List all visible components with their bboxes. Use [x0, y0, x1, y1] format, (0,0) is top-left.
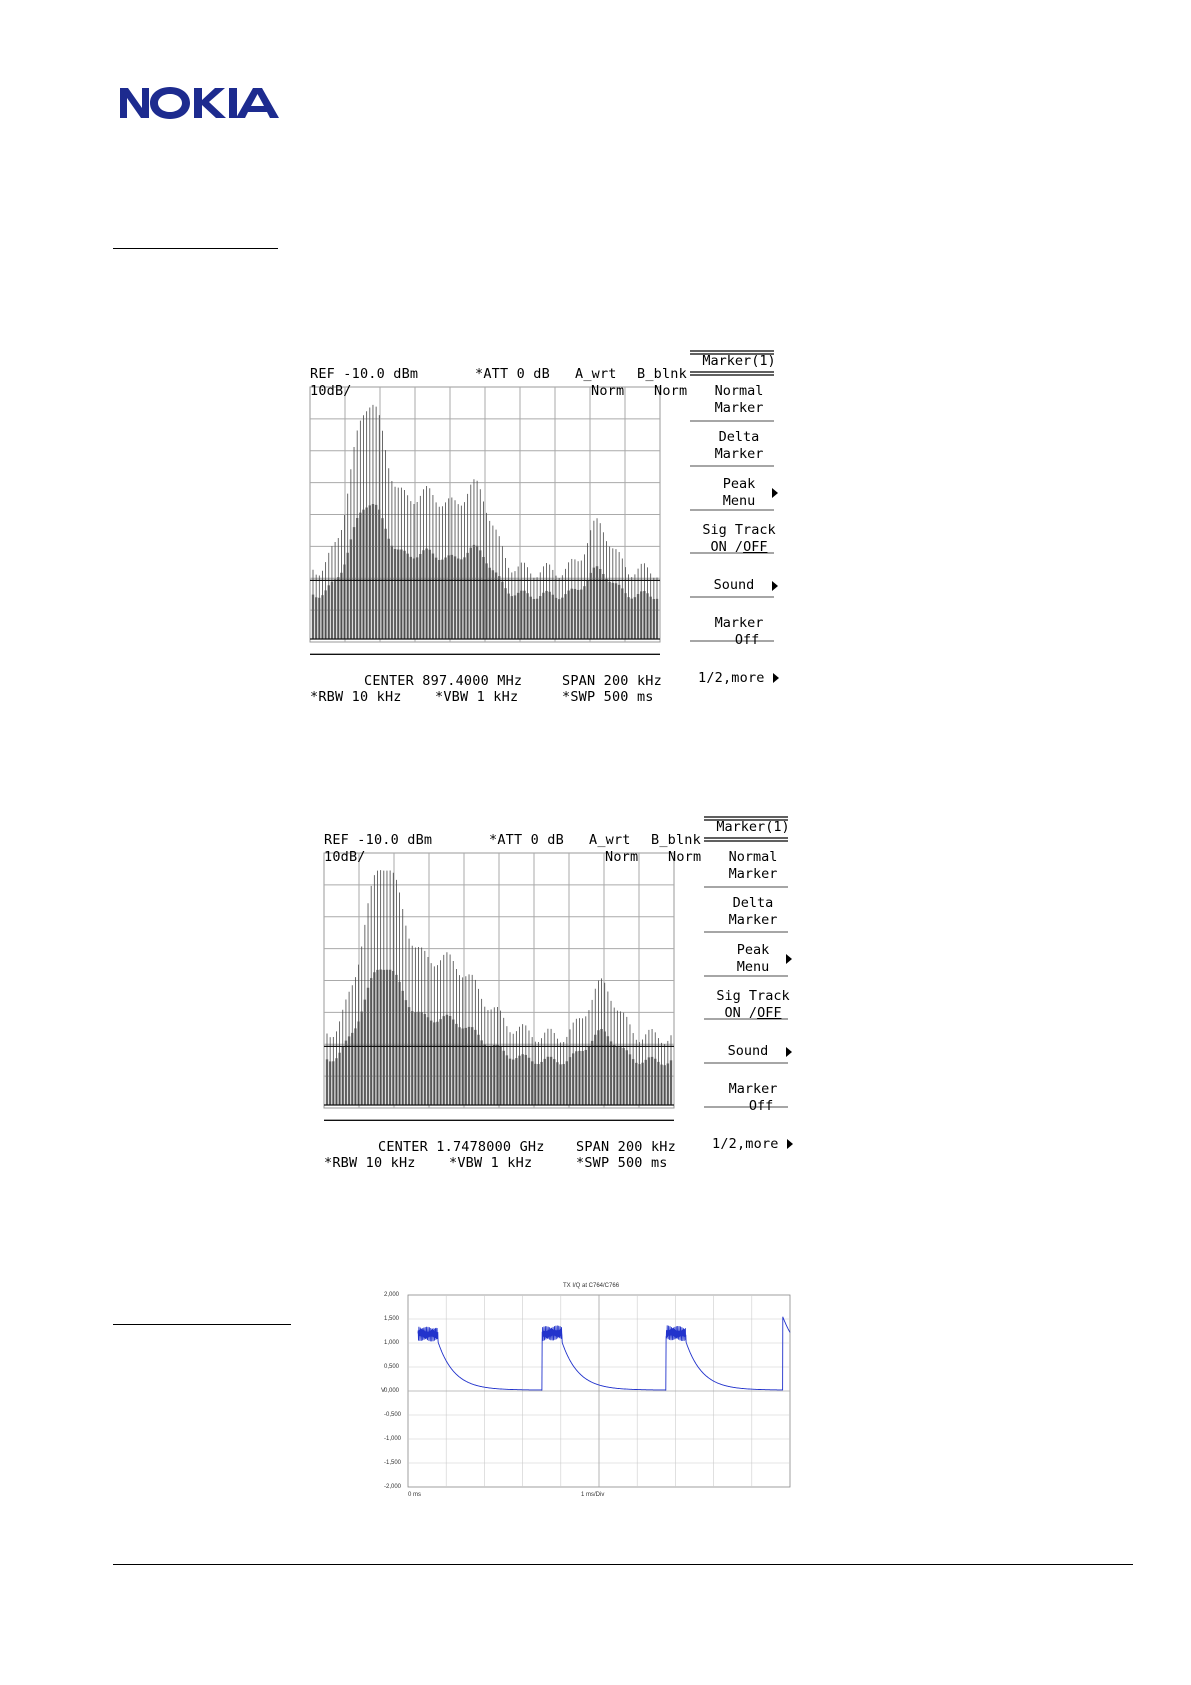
- normal-marker-button[interactable]: Normal Marker: [728, 849, 778, 882]
- scope-y-tick: -0,500: [384, 1412, 402, 1418]
- delta-marker-button[interactable]: Delta Marker: [728, 895, 778, 928]
- sig-track-on: ON /: [710, 539, 744, 555]
- sig-track-label: Sig Track: [716, 988, 790, 1004]
- peak-menu-button[interactable]: Peak Menu: [736, 942, 770, 975]
- peak-menu-arrow-icon: [786, 954, 792, 964]
- more-softkey[interactable]: 1/2,more: [712, 1136, 779, 1152]
- sound-button[interactable]: Sound: [713, 577, 755, 593]
- center-frequency: CENTER 1.7478000 GHz: [378, 1139, 545, 1155]
- sig-track-on: ON /: [724, 1005, 758, 1021]
- scope-x-start: 0 ms: [408, 1492, 422, 1498]
- spectrum-analyzer-screen-2: [321, 816, 811, 1181]
- peak-menu-arrow-icon: [772, 488, 778, 498]
- scope-y-tick: 1,500: [384, 1316, 400, 1322]
- sig-track-off: OFF: [743, 539, 768, 555]
- span: SPAN 200 kHz: [562, 673, 662, 689]
- ref-level: REF -10.0 dBm: [310, 366, 419, 382]
- scope-y-tick: 1,000: [384, 1340, 400, 1346]
- heading-rule-1: [113, 248, 278, 249]
- normal-marker-button[interactable]: Normal Marker: [714, 383, 764, 416]
- marker-off-button[interactable]: Marker Off: [714, 615, 764, 648]
- peak-menu-button[interactable]: Peak Menu: [722, 476, 756, 509]
- logo-letter: [150, 87, 190, 119]
- scope-y-tick: 2,000: [384, 1292, 400, 1298]
- nokia-logo: [118, 86, 288, 120]
- heading-rule-2: [113, 1324, 291, 1325]
- sound-arrow-icon: [786, 1047, 792, 1057]
- marker-off-button[interactable]: Marker Off: [728, 1081, 778, 1114]
- scope-title: TX I/Q at C764/C766: [563, 1283, 620, 1289]
- trace-b: B_blnk: [651, 832, 701, 848]
- vbw: *VBW 1 kHz: [449, 1155, 533, 1171]
- scope-y-tick: 0,500: [384, 1364, 400, 1370]
- rbw: *RBW 10 kHz: [310, 689, 402, 705]
- vbw: *VBW 1 kHz: [435, 689, 519, 705]
- scope-y-tick: -1,000: [384, 1436, 402, 1442]
- sound-button[interactable]: Sound: [727, 1043, 769, 1059]
- scope-y-label: V: [381, 1388, 386, 1394]
- marker-menu-title: Marker(1): [702, 353, 776, 369]
- more-arrow-icon: [787, 1139, 793, 1149]
- tx-iq-trace: [418, 1317, 790, 1390]
- span: SPAN 200 kHz: [576, 1139, 676, 1155]
- sig-track-label: Sig Track: [702, 522, 776, 538]
- sig-track-button[interactable]: [697, 522, 781, 556]
- more-arrow-icon: [773, 673, 779, 683]
- spectrum-analyzer-screen-1: [307, 350, 797, 715]
- sweep: *SWP 500 ms: [576, 1155, 668, 1171]
- logo-letter: [120, 88, 149, 118]
- ref-level: REF -10.0 dBm: [324, 832, 433, 848]
- footer-rule: [113, 1564, 1133, 1565]
- trace-b: B_blnk: [637, 366, 687, 382]
- sound-arrow-icon: [772, 581, 778, 591]
- more-softkey[interactable]: 1/2,more: [698, 670, 765, 686]
- sig-track-off: OFF: [757, 1005, 782, 1021]
- scale: 10dB/: [310, 383, 352, 399]
- attenuation: *ATT 0 dB: [475, 366, 550, 382]
- scope-y-tick: -1,500: [384, 1460, 402, 1466]
- logo-letter: [194, 88, 226, 118]
- trace-a: A_wrt: [575, 366, 617, 382]
- logo-letter: [229, 88, 237, 118]
- scale: 10dB/: [324, 849, 366, 865]
- trace-b-mode: Norm: [668, 849, 702, 865]
- sweep: *SWP 500 ms: [562, 689, 654, 705]
- delta-marker-button[interactable]: Delta Marker: [714, 429, 764, 462]
- logo-letter: [236, 88, 279, 118]
- rbw: *RBW 10 kHz: [324, 1155, 416, 1171]
- scope-y-tick: -2,000: [384, 1484, 402, 1490]
- trace-b-mode: Norm: [654, 383, 688, 399]
- sig-track-button[interactable]: [711, 988, 795, 1022]
- trace-a: A_wrt: [589, 832, 631, 848]
- oscilloscope-plot: [378, 1283, 796, 1503]
- trace-a-mode: Norm: [591, 383, 625, 399]
- oscilloscope-trace: [378, 1283, 796, 1503]
- attenuation: *ATT 0 dB: [489, 832, 564, 848]
- trace-a-mode: Norm: [605, 849, 639, 865]
- scope-x-div: 1 ms/Div: [581, 1492, 605, 1498]
- scope-y-tick: 0,000: [384, 1388, 400, 1394]
- center-frequency: CENTER 897.4000 MHz: [364, 673, 523, 689]
- marker-menu-title: Marker(1): [716, 819, 790, 835]
